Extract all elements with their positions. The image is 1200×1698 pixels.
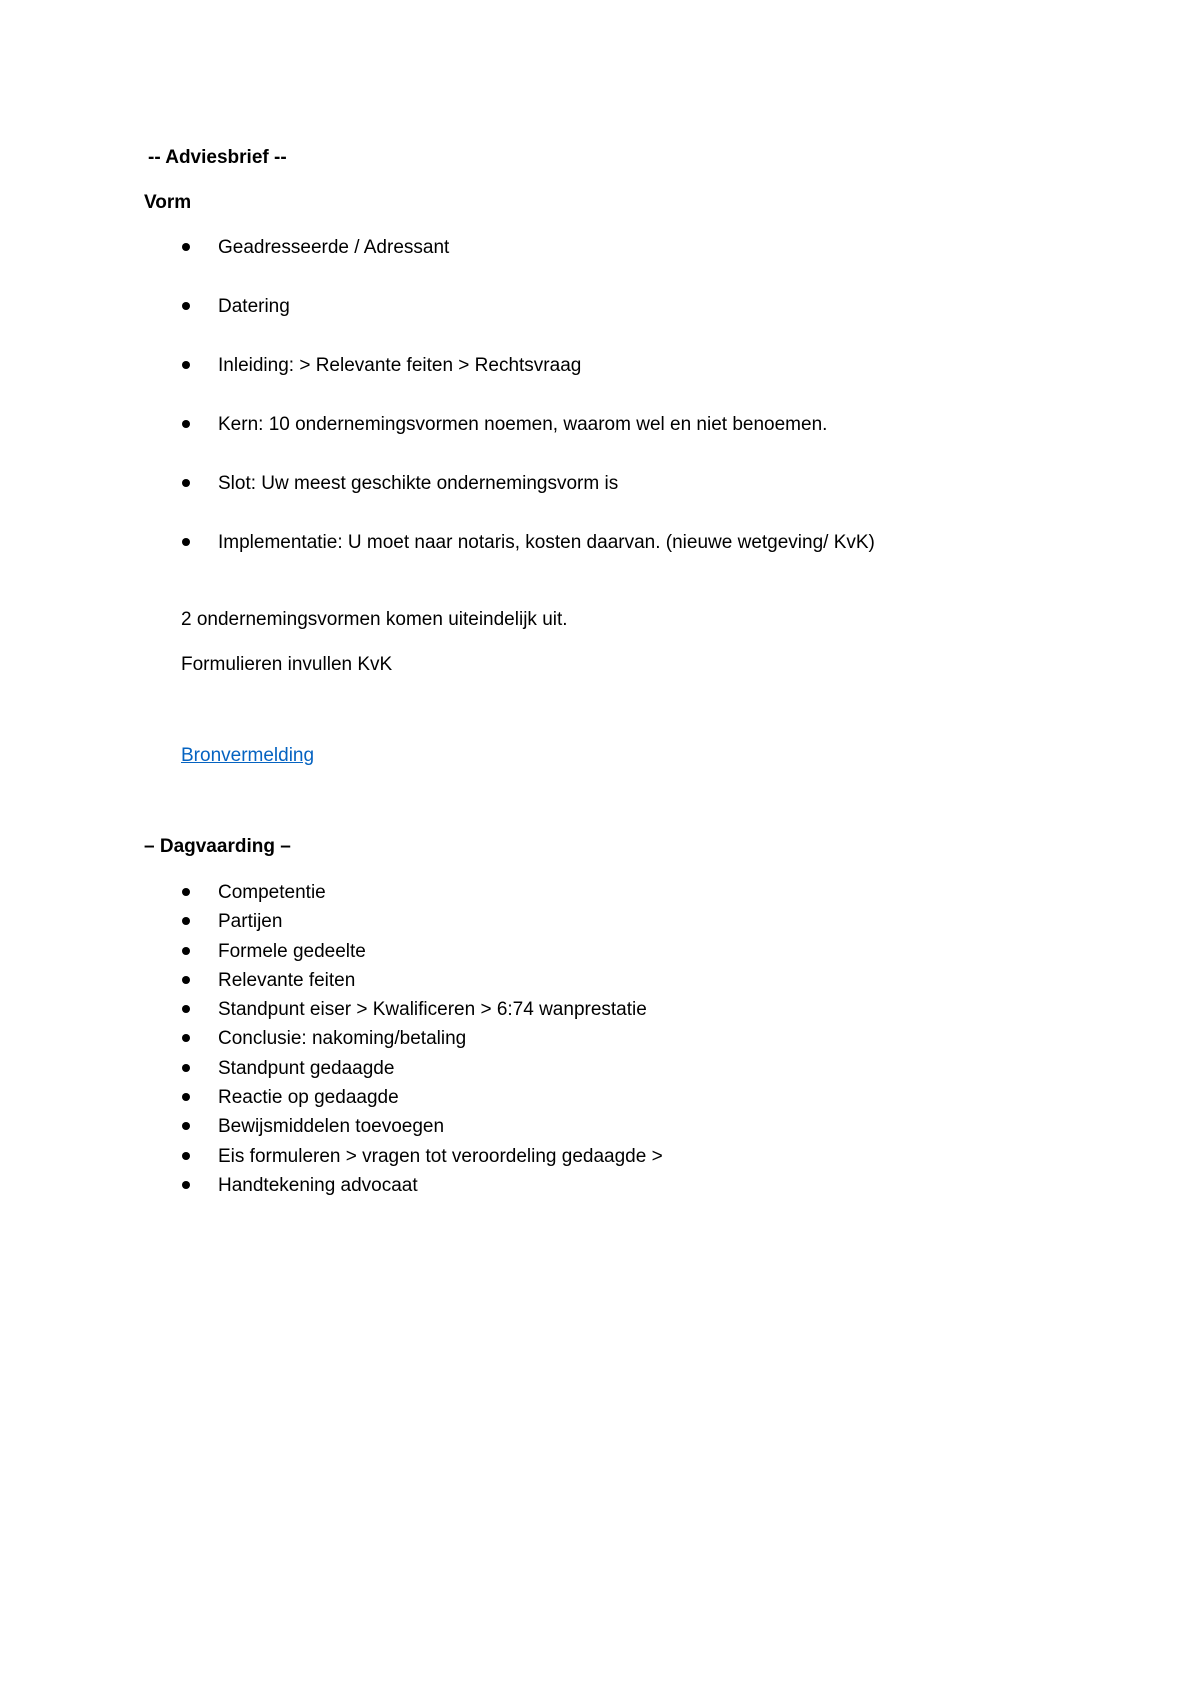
bullet-icon [182,302,190,310]
list-item: Implementatie: U moet naar notaris, kosten daarvan. (nieuwe wetgeving/ KvK) [0,533,875,592]
vorm-list [0,238,875,592]
list-item: Handtekening advocaat [0,1176,663,1205]
list-item: Relevante feiten [0,971,663,1000]
bullet-icon [182,917,190,925]
bullet-icon [182,1064,190,1072]
bullet-icon [182,1181,190,1189]
list-item: Bewijsmiddelen toevoegen [0,1117,663,1146]
bullet-icon [182,1093,190,1101]
list-item: Slot: Uw meest geschikte ondernemingsvorm is [0,474,875,533]
bullet-icon [182,1152,190,1160]
vorm-heading: Vorm [144,192,192,213]
list-item: Competentie [0,883,663,912]
bullet-icon [182,1034,190,1042]
dagvaarding-heading: – Dagvaarding – [144,836,291,857]
list-item: Standpunt eiser > Kwalificeren > 6:74 wanprestatie [0,1000,663,1029]
list-item: Datering [0,297,875,356]
bullet-icon [182,361,190,369]
bullet-icon [182,947,190,955]
bullet-icon [182,243,190,251]
list-item: Inleiding: > Relevante feiten > Rechtsvraag [0,356,875,415]
list-item: Eis formuleren > vragen tot veroordeling gedaagde > [0,1147,663,1176]
list-item: Standpunt gedaagde [0,1059,663,1088]
note-formulieren: Formulieren invullen KvK [181,654,393,675]
list-item: Partijen [0,912,663,941]
bronvermelding-link[interactable]: Bronvermelding [181,745,315,766]
list-item: Conclusie: nakoming/betaling [0,1029,663,1058]
dagvaarding-list [0,883,663,1205]
adviesbrief-heading: -- Adviesbrief -- [148,147,287,168]
bullet-icon [182,976,190,984]
bullet-icon [182,1005,190,1013]
list-item: Formele gedeelte [0,942,663,971]
list-item: Kern: 10 ondernemingsvormen noemen, waarom wel en niet benoemen. [0,415,875,474]
bullet-icon [182,420,190,428]
note-vormen: 2 ondernemingsvormen komen uiteindelijk uit. [181,609,568,630]
list-item: Reactie op gedaagde [0,1088,663,1117]
list-item: Geadresseerde / Adressant [0,238,875,297]
bullet-icon [182,479,190,487]
bullet-icon [182,538,190,546]
bullet-icon [182,1122,190,1130]
bullet-icon [182,888,190,896]
